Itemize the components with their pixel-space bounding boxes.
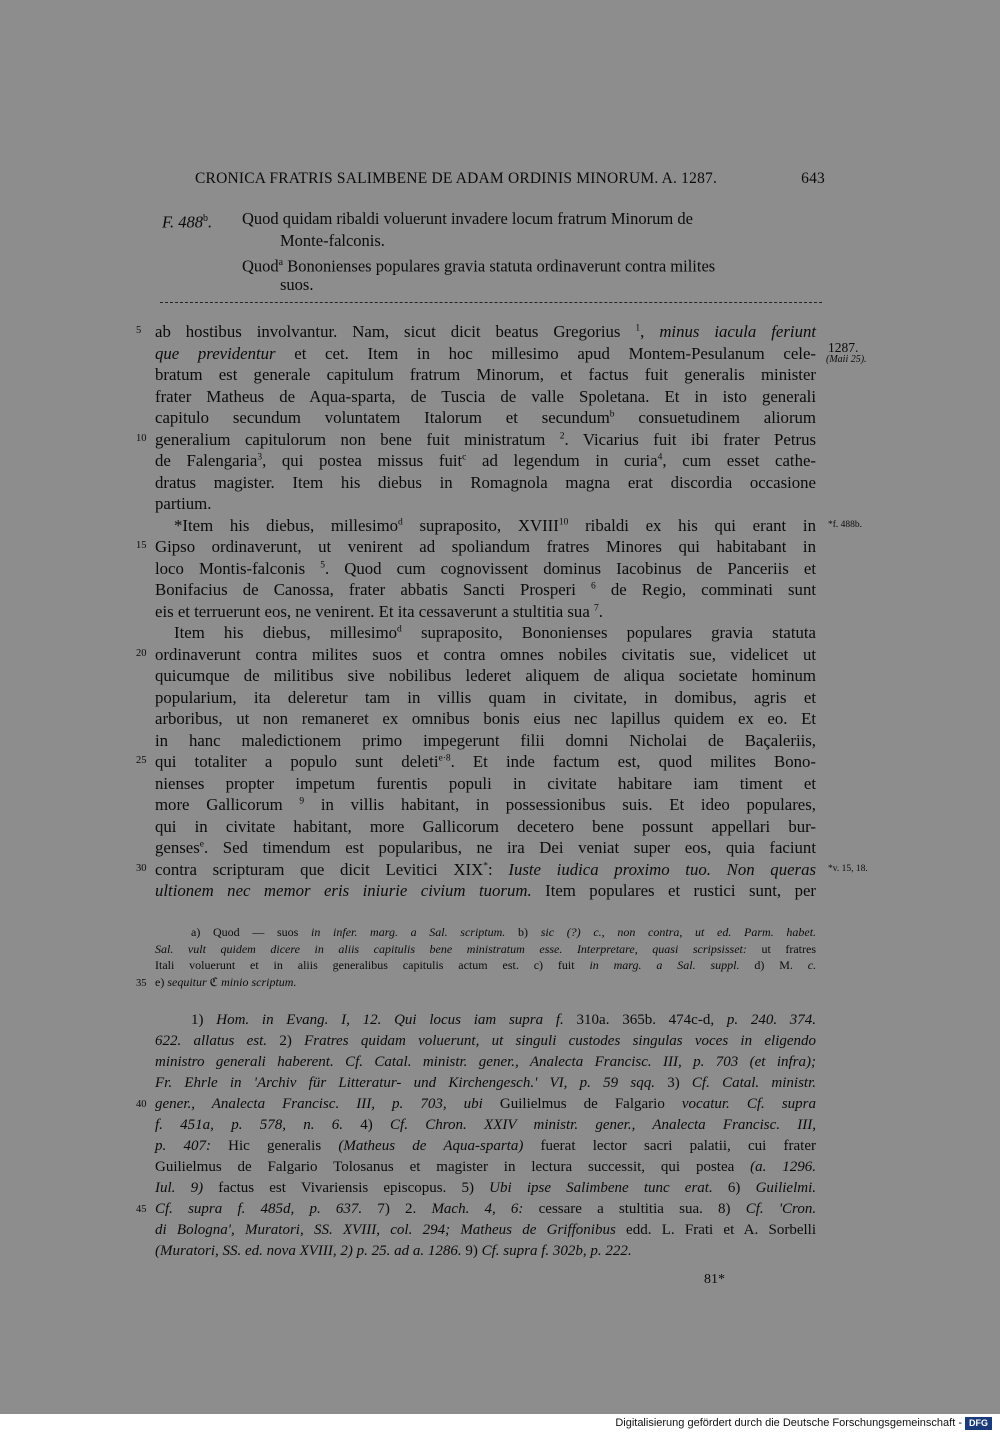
text-line: popularium, ita deleretur tam in villis quam in civitate, in domibus, agris et: [155, 687, 816, 707]
text-line: partium.: [155, 494, 212, 513]
text-line: bratum est generale capitulum fratrum Minorum, et factus fuit generalis minister: [155, 365, 816, 384]
summary-line: suos.: [280, 275, 314, 294]
line-number: 5: [136, 325, 142, 336]
folio-reference: F. 488$^b$.: [162, 212, 213, 232]
line-number: 20: [136, 647, 147, 659]
text-line: genses$^e$. Sed timendum est popularibus, ne ira Dei veniat super eos, quia faciunt: [155, 838, 816, 857]
margin-bible-ref: *v. 15, 18.: [828, 863, 868, 874]
line-number: 45: [136, 1204, 147, 1215]
funding-credit: Digitalisierung gefördert durch die Deutsche Forschungsgemeinschaft -: [615, 1417, 962, 1429]
summary-line: Quod$^a$ Bononienses populares gravia statuta ordinaverunt contra milites: [242, 256, 716, 276]
footnote-line: di Bologna', Muratori, SS. XVIII, col. 294; Matheus de Griffonibus edd. L. Frati et A. Sorbelli: [155, 1222, 816, 1238]
text-line: 25 qui totaliter a populo sunt deleti$^{e\cdot 8}$. Et inde factum est, quod milites Bono-: [136, 752, 816, 771]
credit-bar: [0, 1414, 1000, 1434]
page-number: 643: [801, 170, 825, 187]
line-number: 25: [136, 755, 147, 766]
text-line: de Falengaria$^3$, qui postea missus fuit$^c$ ad legendum in curia$^4$, cum esset cathe-: [155, 451, 816, 470]
margin-date: (Maii 25).: [826, 353, 867, 365]
line-number: 15: [136, 540, 147, 551]
text-line: 20 ordinaverunt contra milites suos et contra omnes nobiles civitatis sue, videlicet ut: [136, 644, 816, 664]
apparatus-line: Itali voluerunt et in aliis generalibus capitulis actum est. c) fuit in marg. a Sal. suppl. d) M. c.: [155, 958, 817, 972]
margin-year: 1287.: [828, 339, 859, 355]
text-line: 10 generalium capitulorum non bene fuit ministratum $^2$. Vicarius fuit ibi frater Petrus: [136, 429, 817, 449]
text-line: eis et terruerunt eos, ne venirent. Et ita cessaverunt a stultitia sua $^7$.: [155, 601, 603, 621]
footnote-line: 622. allatus est. 2) Fratres quidam voluerunt, ut singuli custodes singulas voces in eligendo: [155, 1033, 817, 1049]
footnote-line: (Muratori, SS. ed. nova XVIII, 2) p. 25. ad a. 1286. 9) Cf. supra f. 302b, p. 222.: [155, 1243, 632, 1259]
margin-folio: *f. 488b.: [828, 519, 863, 530]
line-number: 40: [136, 1099, 147, 1110]
apparatus-line: 35 e) sequitur ℭ minio scriptum.: [136, 974, 297, 989]
critical-apparatus: [136, 925, 826, 991]
footnote-line: 40 gener., Analecta Francisc. III, p. 703, ubi Guilielmus de Falgario vocatur. Cf. supra: [136, 1096, 817, 1112]
section-divider: [160, 302, 822, 303]
text-line: ultionem nec memor eris iniurie civium tuorum. Item populares et rustici sunt, per: [155, 881, 817, 900]
footnote-line: Iul. 9) factus est Vivariensis episcopus. 5) Ubi ipse Salimbene tunc erat. 6) Guilielmi.: [155, 1180, 816, 1196]
line-number: 30: [136, 862, 147, 874]
footnote-line: ministro generali haberent. Cf. Catal. ministr. gener., Analecta Francisc. III, p. 703 (et infra);: [155, 1054, 816, 1070]
text-line: Item his diebus, millesimo$^d$ supraposito, Bononienses populares gravia statuta: [174, 623, 816, 642]
text-line: frater Matheus de Aqua-sparta, de Tuscia de valle Spoletana. Et in isto generali: [155, 386, 816, 406]
footnote-line: Fr. Ehrle in 'Archiv für Litteratur- und Kirchengesch.' VI, p. 59 sqq. 3) Cf. Catal. ministr.: [155, 1075, 816, 1091]
footnote-line: 1) Hom. in Evang. I, 12. Qui locus iam supra f. 310a. 365b. 474c-d, p. 240. 374.: [191, 1012, 817, 1028]
footnote-line: 45 Cf. supra f. 485d, p. 637. 7) 2. Mach. 4, 6: cessare a stultitia sua. 8) Cf. 'Cron.: [136, 1201, 817, 1217]
text-line: qui in civitate habitant, more Gallicorum decetero bene possunt appellari bur-: [155, 816, 816, 836]
summary-line: F. 488$^b$. Quod quidam ribaldi voluerunt invadere locum fratrum Minorum de: [162, 209, 693, 232]
text-line: loco Montis-falconis $^5$. Quod cum cognovissent dominus Iacobinus de Panceriis et: [155, 558, 816, 578]
text-line: arboribus, ut non remaneret ex omnibus bonis eius nec lapillus quidem ex eo. Et: [155, 709, 816, 728]
text-line: nienses propter impetum furentis populi in civitate habitare iam timent et: [155, 773, 816, 793]
footnotes: [136, 1012, 826, 1264]
text-line: Bonifacius de Canossa, frater abbatis Sancti Prosperi $^6$ de Regio, comminati sunt: [155, 580, 817, 599]
footnote-line: Guilielmus de Falgario Tolosanus et magister in lectura successit, qui postea (a. 1296.: [155, 1159, 817, 1175]
text-line: *Item his diebus, millesimo$^d$ supraposito, XVIII$^{10}$ ribaldi ex his qui erant in *f. 488b.: [174, 515, 863, 535]
signature-mark: 81*: [704, 1272, 725, 1287]
text-line: 15 Gipso ordinaverunt, ut venirent ad spoliandum fratres Minores qui habitabant in: [136, 537, 816, 556]
line-number: 35: [136, 977, 147, 989]
apparatus-line: Sal. vult quidem dicere in aliis capitulis bene ministratum esse. Interpretare, quasi scripsisset: ut fratres: [155, 941, 816, 956]
text-line: que previdentur et cet. Item in hoc millesimo apud Montem-Pesulanum cele- 1287. (Maii 25).: [155, 339, 867, 365]
summary-line: Monte-falconis.: [280, 231, 385, 250]
text-line: capitulo secundum voluntatem Italorum et secundum$^b$ consuetudinem aliorum: [155, 408, 816, 427]
text-line: dratus magister. Item his diebus in Romagnola magna erat discordia occasione: [155, 472, 816, 492]
text-line: quicumque de militibus sive nobilibus lederet aliquem de aliqua societate hominum: [155, 666, 816, 685]
chapter-summary: [162, 208, 826, 296]
running-title: CRONICA FRATRIS SALIMBENE DE ADAM ORDINIS MINORUM. A. 1287.: [195, 170, 718, 187]
footnote-line: p. 407: Hic generalis (Matheus de Aqua-sparta) fuerat lector sacri palatii, cui frater: [155, 1138, 817, 1154]
line-number: 10: [136, 432, 147, 444]
text-line: more Gallicorum $^9$ in villis habitant, in possessionibus suis. Et ideo populares,: [155, 795, 816, 814]
main-text: [136, 322, 868, 903]
text-line: in hanc maledictionem primo impegerunt filii domni Nicholai de Baçaleriis,: [155, 730, 816, 750]
text-line: 30 contra scripturam que dicit Levitici XIX*: Iuste iudica proximo tuo. Non queras *v. 15, 18.: [136, 859, 868, 879]
footnote-line: f. 451a, p. 578, n. 6. 4) Cf. Chron. XXIV ministr. gener., Analecta Francisc. III,: [155, 1117, 816, 1133]
apparatus-line: a) Quod — suos in infer. marg. a Sal. scriptum. b) sic (?) c., non contra, ut ed. Parm. habet.: [191, 925, 817, 939]
text-line: 5 ab hostibus involvantur. Nam, sicut dicit beatus Gregorius $^1$, minus iacula feriunt: [136, 322, 817, 341]
dfg-logo-icon: DFG: [965, 1417, 992, 1430]
